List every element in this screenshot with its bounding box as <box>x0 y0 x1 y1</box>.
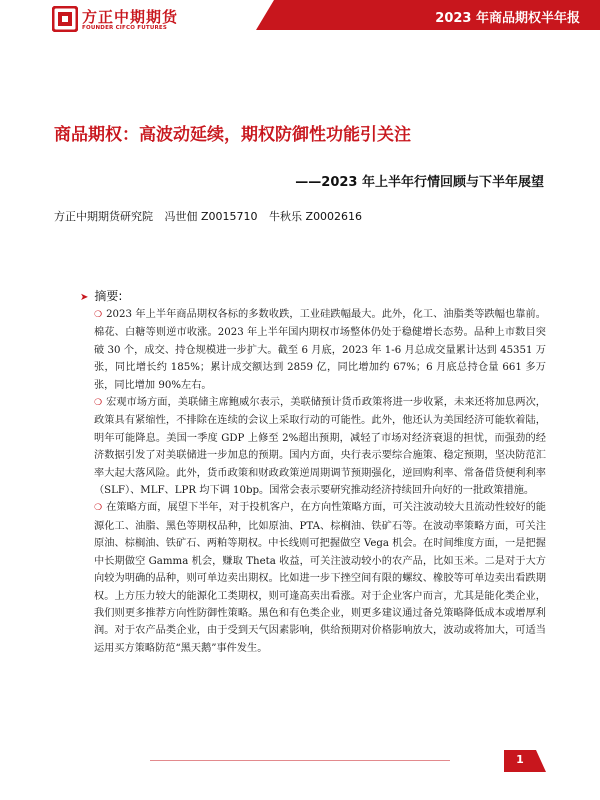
summary-paragraph-text: 2023 年上半年商品期权各标的多数收跌，工业硅跌幅最大。此外，化工、油脂类等跌幅也靠前。棉花、白糖等则逆市收涨。2023 年上半年国内期权市场整体仍处于稳健增长态势。品种上市数目突破 30 个，成交、持仓规模进一步扩大。截至 6 月底，2023 年 1-6 月总成交量累计达到 45351 万张，同比增长约 185%；累计成交额达到 2859 亿，同比增加约 67%；6 月底总持仓量 661 多万张，同比增加 90%左右。 <box>94 309 546 391</box>
author-line <box>54 208 370 224</box>
summary-heading <box>80 287 122 304</box>
summary-paragraph <box>94 306 546 394</box>
summary-paragraph <box>94 499 546 657</box>
page-subtitle: ——2023 年上半年行情回顾与下半年展望 <box>295 175 544 190</box>
author-2: 牛秋乐 Z0002616 <box>269 210 363 223</box>
summary-body <box>94 306 546 657</box>
logo-chinese-name: 方正中期期货 <box>82 8 179 26</box>
report-label: 2023 年商品期权半年报 <box>435 11 580 26</box>
research-org: 方正中期期货研究院 <box>54 210 153 223</box>
circle-bullet-icon: ❍ <box>94 398 103 409</box>
author-1: 冯世佃 Z0015710 <box>164 210 258 223</box>
header-banner <box>256 0 600 30</box>
circle-bullet-icon: ❍ <box>94 503 103 514</box>
summary-paragraph-text: 宏观市场方面，美联储主席鲍威尔表示，美联储预计货币政策将进一步收紧，未来还将加息两次，政策具有紧缩性，不排除在连续的会议上采取行动的可能性。此外，他还认为美国经济可能软着陆，明年可能降息。美国一季度 GDP 上修至 2%超出预期，减轻了市场对经济衰退的担忧，而强劲的经济数据引发了对美联储进一步加息的预期。国内方面，央行表示要综合施策、稳定预期，坚决防范汇率大起大落风险。此外，货币政策和财政政策逆周期调节预期强化，逆回购利率、常备借贷便利利率（SLF）、MLF、LPR 均下调 10bp。国常会表示要研究推动经济持续回升向好的一批政策措施。 <box>94 397 546 497</box>
arrow-bullet-icon: ➤ <box>80 292 89 303</box>
summary-paragraph-text: 在策略方面，展望下半年，对于投机客户，在方向性策略方面，可关注波动较大且流动性较好的能源化工、油脂、黑色等期权品种，比如原油、PTA、棕榈油、铁矿石等。在波动率策略方面，可关注原油、棕榈油、铁矿石、两粕等期权。中长线则可把握做空 Vega 机会。在时间维度方面，一是把握中长期做空 Gamma 机会，赚取 Theta 收益，可关注波动较小的农产品，比如玉米。二是对于大方向较为明确的品种，则可单边卖出期权。比如进一步下挫空间有限的螺纹、橡胶等可单边卖出看跌期权。上方压力较大的能源化工类期权，则可逢高卖出看涨。对于企业客户而言，尤其是能化类企业，我们则更多推荐方向性防御性策略。黑色和有色类企业，则更多建议通过备兑策略降低成本或增厚利润。对于农产品类企业，由于受到天气因素影响，供给预期对价格影响放大，波动或将加大，可适当运用买方策略防范“黑天鹅”事件发生。 <box>94 502 546 654</box>
page-number-badge <box>504 750 546 772</box>
circle-bullet-icon: ❍ <box>94 310 103 320</box>
page-number: 1 <box>516 753 524 766</box>
summary-heading-label: 摘要: <box>94 289 123 303</box>
page-title: 商品期权：高波动延续，期权防御性功能引关注 <box>54 125 411 145</box>
logo-english-name: FOUNDER CIFCO FUTURES <box>82 25 168 31</box>
summary-paragraph <box>94 394 546 499</box>
company-logo <box>52 3 182 39</box>
logo-mark-icon <box>52 6 78 32</box>
